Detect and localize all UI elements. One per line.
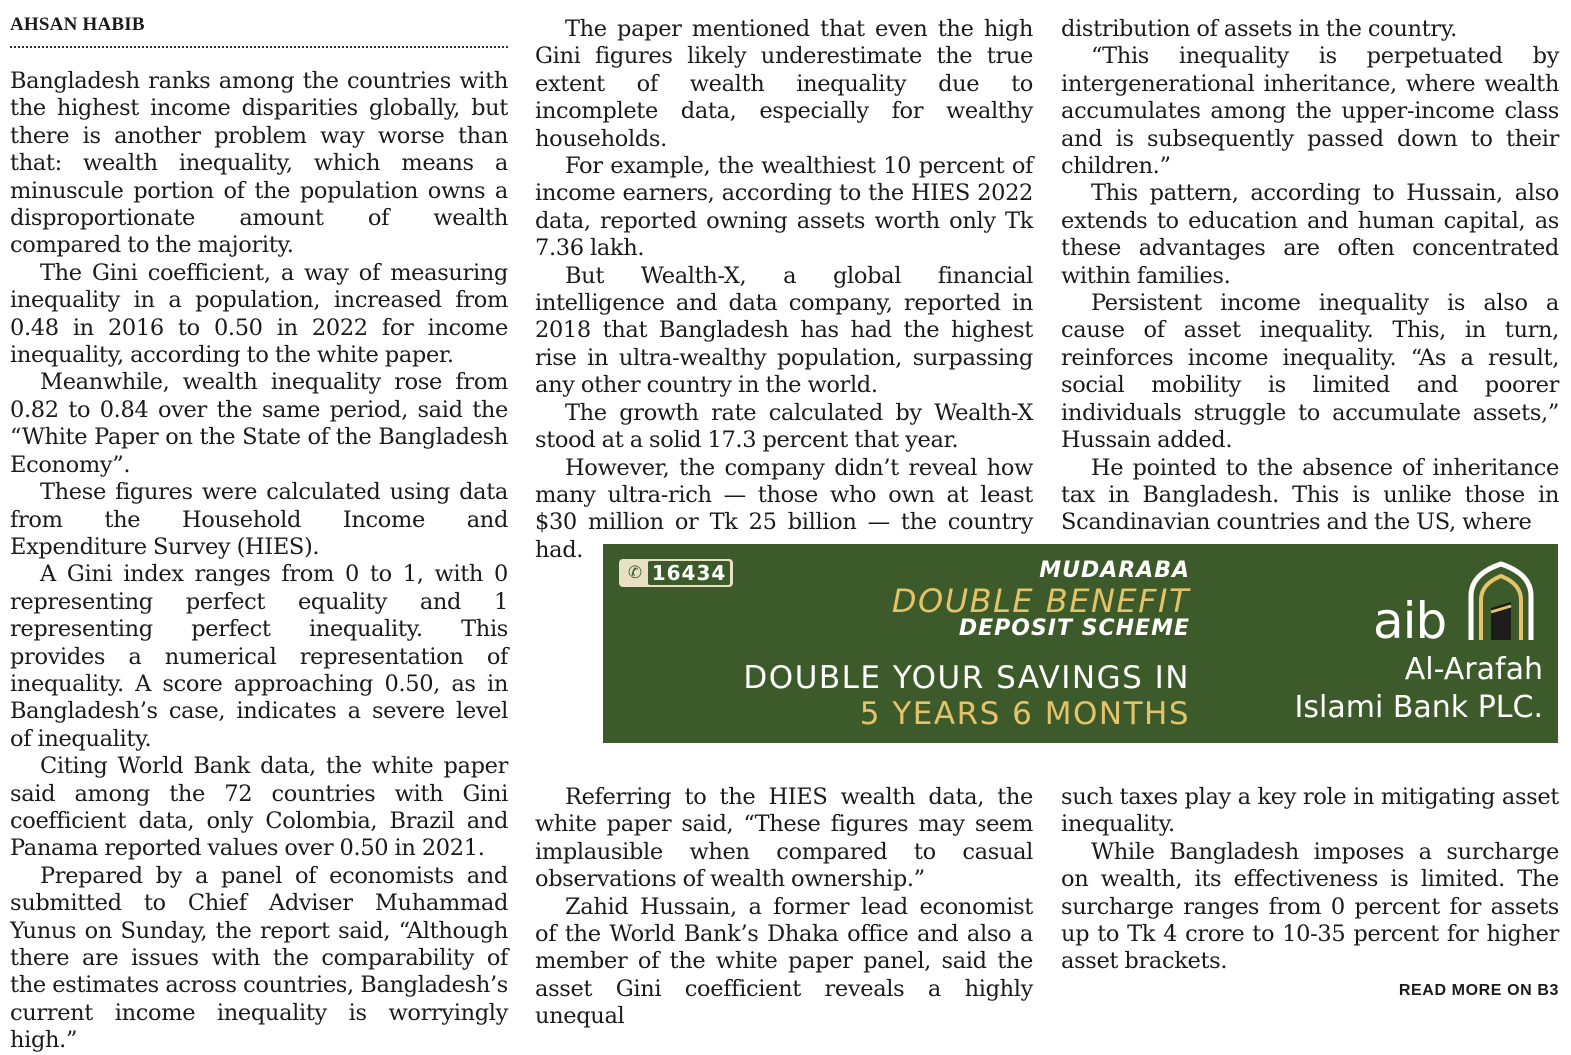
paragraph: He pointed to the absence of inheritance tax in Bangladesh. This is unlike those in Scandinavian countries and the US, where [1061, 454, 1559, 536]
bank-advertisement[interactable] [603, 544, 1558, 743]
paragraph-continuation: distribution of assets in the country. [1061, 16, 1457, 42]
bank-name-line-1: Al-Arafah [1404, 652, 1543, 687]
paragraph: Zahid Hussain, a former lead economist of the World Bank’s Dhaka office and also a member of the white paper panel, said the asset Gini coefficient reveals a highly unequal [535, 893, 1033, 1030]
paragraph: Citing World Bank data, the white paper said among the 72 countries with Gini coefficient data, only Colombia, Brazil and Panama reported values over 0.50 in 2021. [10, 753, 508, 862]
ad-double-benefit: DOUBLE BENEFIT [891, 582, 1190, 620]
paragraph: The growth rate calculated by Wealth-X stood at a solid 17.3 percent that year. [535, 399, 1033, 454]
ad-mudaraba: MUDARABA [1039, 558, 1190, 583]
read-more-link[interactable]: READ MORE ON B3 [1398, 982, 1559, 999]
ad-deposit-scheme: DEPOSIT SCHEME [958, 616, 1190, 641]
ad-headline-1: DOUBLE YOUR SAVINGS IN [743, 660, 1190, 696]
phone-icon: ✆ [627, 563, 643, 583]
article-column-3-bottom [1061, 784, 1559, 976]
paragraph: This pattern, according to Hussain, also extends to education and human capital, as these advantages are often concentrated within families. [1061, 180, 1559, 289]
paragraph: Persistent income inequality is also a cause of asset inequality. This, in turn, reinforces income inequality. “As a result, social mobility is limited and poorer individuals struggle to accumulate assets,” Hussain added. [1061, 290, 1559, 454]
article-column-3-top [1061, 16, 1559, 537]
paragraph: While Bangladesh imposes a surcharge on wealth, its effectiveness is limited. The surcharge ranges from 0 percent for assets up to Tk 4 crore to 10-35 percent for higher asset brackets. [1061, 838, 1559, 975]
paragraph: Bangladesh ranks among the countries with the highest income disparities globally, but there is another problem way worse than that: wealth inequality, which means a minuscule portion of the population owns a disproportionate amount of wealth compared to the majority. [10, 68, 508, 259]
bank-logo-text: aib [1373, 592, 1447, 650]
ad-headline-2: 5 YEARS 6 MONTHS [859, 696, 1190, 732]
paragraph: For example, the wealthiest 10 percent of income earners, according to the HIES 2022 data, reported owning assets worth only Tk 7.36 lakh. [535, 153, 1033, 262]
article-column-2-top [535, 16, 1033, 564]
paragraph: But Wealth-X, a global financial intelligence and data company, reported in 2018 that Bangladesh has had the highest rise in ultra-wealthy population, surpassing any other country in the world. [535, 262, 1033, 399]
paragraph: “This inequality is perpetuated by intergenerational inheritance, where wealth accumulates among the upper-income class and is subsequently passed down to their children.” [1061, 43, 1559, 180]
paragraph: Referring to the HIES wealth data, the white paper said, “These figures may seem implausible when compared to casual observations of wealth ownership.” [535, 784, 1033, 893]
article-column-1 [10, 68, 508, 1055]
hotline-number: 16434 [648, 561, 730, 585]
mosque-arch-logo-icon [1465, 562, 1537, 640]
paragraph: Meanwhile, wealth inequality rose from 0.82 to 0.84 over the same period, said the “White Paper on the State of the Bangladesh Economy”. [10, 369, 508, 478]
byline: AHSAN HABIB [10, 14, 508, 48]
hotline-badge [619, 559, 733, 587]
paragraph: The paper mentioned that even the high Gini figures likely underestimate the true extent of wealth inequality due to incomplete data, especially for wealthy households. [535, 16, 1033, 152]
paragraph: A Gini index ranges from 0 to 1, with 0 representing perfect equality and 1 representing perfect inequality. This provides a numerical representation of inequality. A score approaching 0.50, as in Bangladesh’s case, indicates a severe level of inequality. [10, 561, 508, 752]
paragraph-continuation: such taxes play a key role in mitigating asset inequality. [1061, 784, 1559, 838]
paragraph: These figures were calculated using data from the Household Income and Expenditure Survey (HIES). [10, 479, 508, 560]
article-column-2-bottom [535, 784, 1033, 1031]
bank-name-line-2: Islami Bank PLC. [1294, 690, 1543, 725]
paragraph: Prepared by a panel of economists and submitted to Chief Adviser Muhammad Yunus on Sunday, the report said, “Although there are issues with the comparability of the estimates across countries, Bangladesh’s current income inequality is worryingly high.” [10, 862, 508, 1054]
paragraph: However, the company didn’t reveal how many ultra-rich — those who own at least $30 million or Tk 25 billion — the country had. [535, 454, 1033, 563]
paragraph: The Gini coefficient, a way of measuring inequality in a population, increased from 0.48 in 2016 to 0.50 in 2022 for income inequality, according to the white paper. [10, 259, 508, 369]
